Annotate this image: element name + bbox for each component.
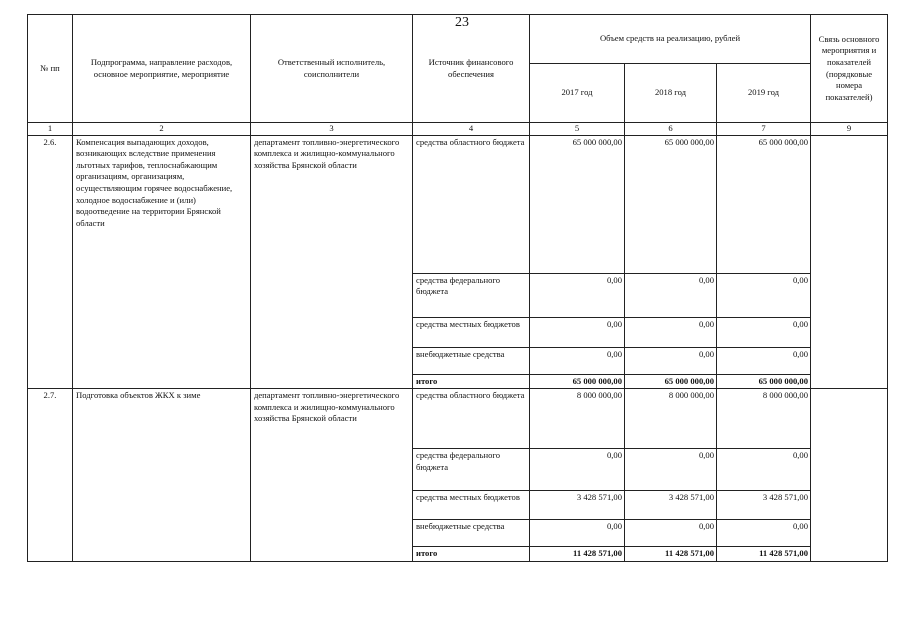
source-label: средства федерального бюджета [413,449,530,491]
total-2018: 11 428 571,00 [625,547,717,562]
amount-2017: 8 000 000,00 [530,389,625,449]
amount-2018: 0,00 [625,273,717,317]
col-header-executor: Ответственный исполнитель, соисполнители [251,15,413,123]
row-number: 2.6. [28,135,73,389]
col-number: 5 [530,123,625,136]
amount-2017: 0,00 [530,317,625,347]
executor-name: департамент топливно-энергетического комплекса и жилищно-коммунального хозяйства Брянской области [251,389,413,562]
row-number: 2.7. [28,389,73,562]
indicator-link [811,135,888,389]
col-header-program: Подпрограмма, направление расходов, основное мероприятие, мероприятие [73,15,251,123]
source-label: средства областного бюджета [413,389,530,449]
amount-2018: 0,00 [625,317,717,347]
amount-2017: 0,00 [530,273,625,317]
source-label: средства местных бюджетов [413,317,530,347]
amount-2019: 0,00 [717,520,811,547]
amount-2018: 8 000 000,00 [625,389,717,449]
amount-2017: 0,00 [530,449,625,491]
total-label: итого [413,374,530,389]
budget-table [27,14,888,562]
total-2018: 65 000 000,00 [625,374,717,389]
col-header-link: Связь основного мероприятия и показателей (порядковые номера показателей) [811,15,888,123]
source-label: средства областного бюджета [413,135,530,273]
col-header-year-2018: 2018 год [625,64,717,123]
total-label: итого [413,547,530,562]
program-name: Компенсация выпадающих доходов, возникающих вследствие применения льготных тарифов, теплоснабжающим организациям, организациям, осуществляющим горячее водоснабжение, холодное водоснабжение и (или) водоотведение на территории Брянской области [73,135,251,389]
amount-2019: 3 428 571,00 [717,491,811,520]
col-number: 2 [73,123,251,136]
col-header-year-2017: 2017 год [530,64,625,123]
source-label: внебюджетные средства [413,347,530,374]
source-label: средства местных бюджетов [413,491,530,520]
col-number: 4 [413,123,530,136]
program-name: Подготовка объектов ЖКХ к зиме [73,389,251,562]
col-number: 6 [625,123,717,136]
amount-2018: 65 000 000,00 [625,135,717,273]
col-header-volume: Объем средств на реализацию, рублей [530,15,811,64]
amount-2018: 0,00 [625,449,717,491]
amount-2018: 3 428 571,00 [625,491,717,520]
page-number: 23 [455,15,469,30]
col-number: 3 [251,123,413,136]
indicator-link [811,389,888,562]
col-number: 1 [28,123,73,136]
amount-2017: 65 000 000,00 [530,135,625,273]
executor-name: департамент топливно-энергетического комплекса и жилищно-коммунального хозяйства Брянской области [251,135,413,389]
source-label: средства федерального бюджета [413,273,530,317]
amount-2019: 8 000 000,00 [717,389,811,449]
amount-2017: 0,00 [530,520,625,547]
amount-2019: 65 000 000,00 [717,135,811,273]
total-2017: 65 000 000,00 [530,374,625,389]
amount-2019: 0,00 [717,273,811,317]
col-number: 9 [811,123,888,136]
total-2017: 11 428 571,00 [530,547,625,562]
amount-2019: 0,00 [717,317,811,347]
total-2019: 65 000 000,00 [717,374,811,389]
col-header-year-2019: 2019 год [717,64,811,123]
col-header-source: Источник финансового обеспечения [413,15,530,123]
amount-2017: 3 428 571,00 [530,491,625,520]
amount-2018: 0,00 [625,520,717,547]
amount-2018: 0,00 [625,347,717,374]
total-2019: 11 428 571,00 [717,547,811,562]
col-number: 7 [717,123,811,136]
amount-2019: 0,00 [717,347,811,374]
col-header-no: № пп [28,15,73,123]
amount-2017: 0,00 [530,347,625,374]
source-label: внебюджетные средства [413,520,530,547]
amount-2019: 0,00 [717,449,811,491]
